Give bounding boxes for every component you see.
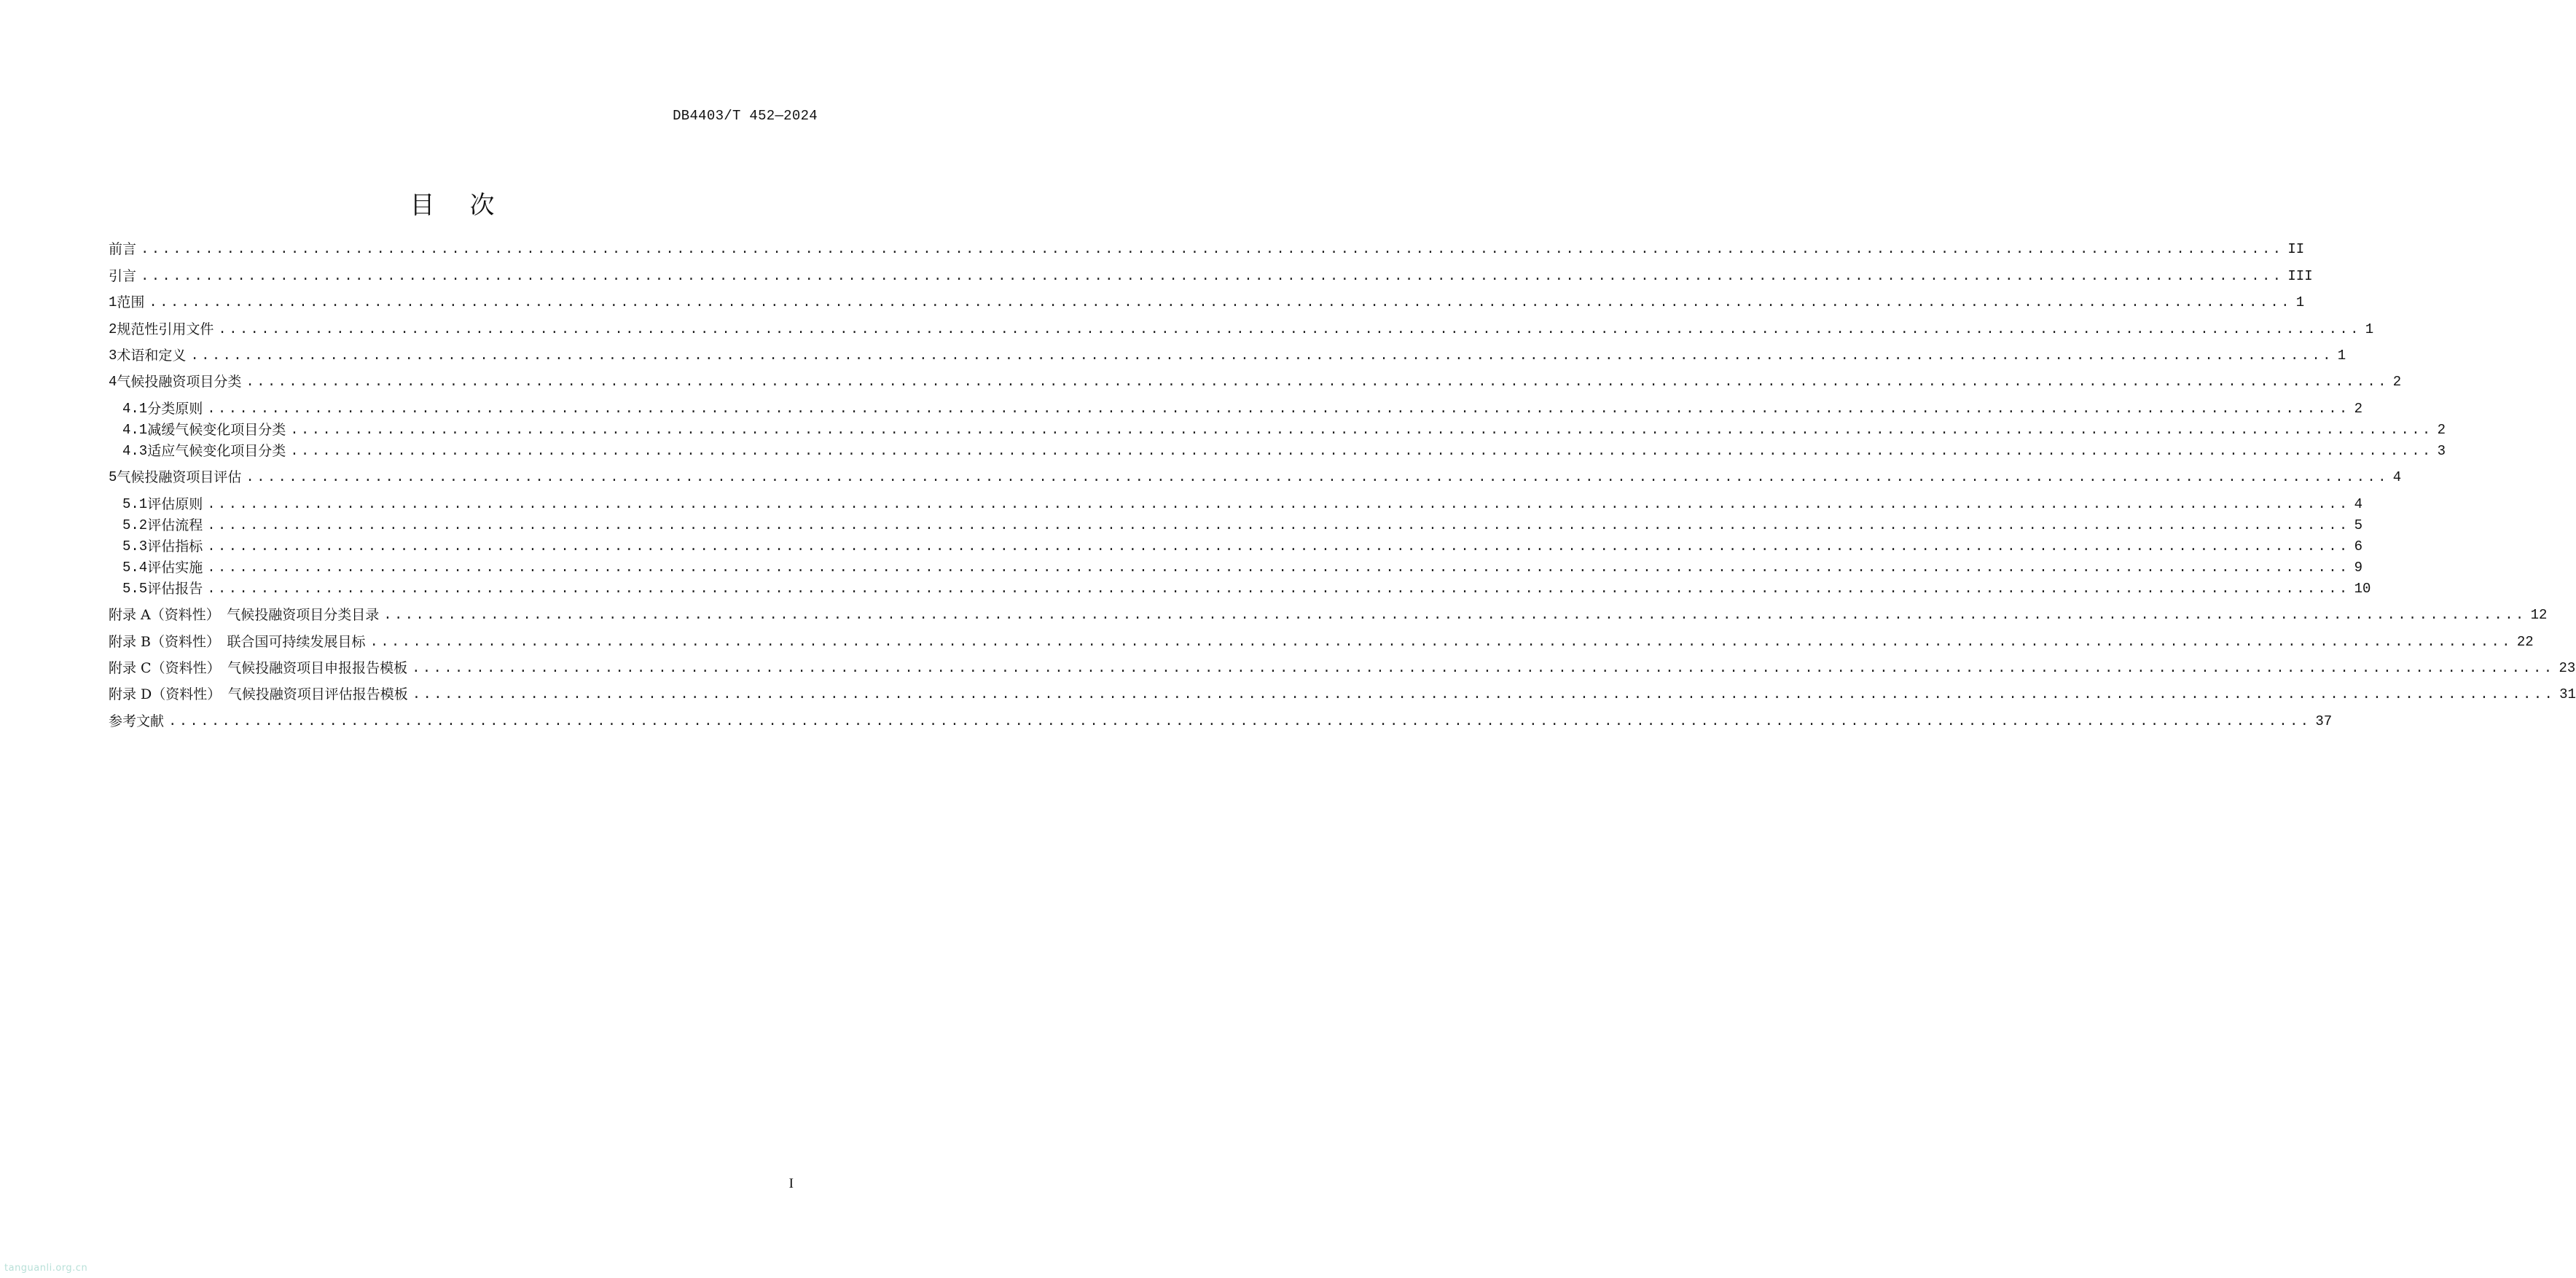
toc-entry[interactable]: [109, 712, 2333, 731]
toc-entry-number: 4.1: [122, 422, 148, 438]
toc-entry[interactable]: [109, 659, 2576, 678]
toc-entry[interactable]: [109, 372, 2402, 391]
toc-entry[interactable]: [109, 346, 2346, 365]
toc-entry-number: 5.2: [122, 517, 148, 533]
toc-entry-page: 1: [2295, 294, 2305, 310]
toc-dot-leader: ........................................................................................................................................................................................................: [290, 422, 2433, 438]
toc-entry-page: 5: [2354, 517, 2363, 533]
toc-entry-page: 10: [2354, 581, 2371, 597]
toc-entry-page: 1: [2337, 348, 2346, 364]
page-number: I: [788, 1176, 794, 1191]
toc-entry-page: 3: [2437, 443, 2446, 459]
toc-dot-leader: ........................................................................................................................................................................................................: [149, 294, 2292, 310]
toc-entry-label: 评估原则: [147, 496, 203, 512]
toc-entry[interactable]: [109, 685, 2576, 704]
toc-entry-page: 22: [2516, 634, 2534, 650]
toc-entry-label: 引言: [109, 268, 137, 284]
toc-entry[interactable]: [109, 605, 2548, 624]
toc-dot-leader: ........................................................................................................................................................................................................: [207, 517, 2350, 533]
toc-entry[interactable]: [109, 468, 2402, 487]
toc-entry-label: 附录 D（资料性） 气候投融资项目评估报告模板: [109, 686, 408, 702]
toc-entry-number: 5.5: [122, 581, 148, 597]
toc-dot-leader: ........................................................................................................................................................................................................: [207, 538, 2350, 554]
toc-entry-page: III: [2287, 268, 2313, 284]
toc-entry-page: 31: [2559, 686, 2576, 702]
toc-entry-number: 4.3: [122, 443, 148, 459]
toc-entry-page: 4: [2354, 496, 2363, 512]
toc-entry-label: 术语和定义: [117, 348, 187, 364]
toc-entry-label: 评估流程: [147, 517, 203, 533]
toc-dot-leader: ........................................................................................................................................................................................................: [207, 581, 2350, 597]
toc-entry-number: 5: [109, 469, 117, 485]
toc-entry-number: 3: [109, 348, 117, 364]
toc-entry[interactable]: [122, 537, 2363, 556]
toc-entry-number: 5.1: [122, 496, 148, 512]
toc-entry-label: 附录 A（资料性） 气候投融资项目分类目录: [109, 607, 380, 623]
toc-dot-leader: ........................................................................................................................................................................................................: [207, 560, 2350, 576]
toc-entry[interactable]: [109, 320, 2374, 339]
toc-dot-leader: ........................................................................................................................................................................................................: [246, 469, 2389, 485]
toc-entry-label: 评估实施: [147, 560, 203, 576]
toc-entry-page: 4: [2392, 469, 2402, 485]
toc-entry[interactable]: [109, 632, 2534, 651]
toc-entry[interactable]: [109, 267, 2313, 286]
toc-entry-page: 12: [2530, 607, 2548, 623]
toc-entry-label: 气候投融资项目评估: [117, 469, 242, 485]
toc-entry[interactable]: [109, 240, 2305, 259]
toc-entry-page: 2: [2392, 374, 2402, 390]
toc-entry-label: 参考文献: [109, 713, 165, 729]
toc-title: 目次: [410, 191, 530, 220]
toc-entry[interactable]: [122, 495, 2363, 514]
toc-dot-leader: ........................................................................................................................................................................................................: [369, 634, 2513, 650]
toc-entry-page: 2: [2437, 422, 2446, 438]
toc-entry[interactable]: [122, 558, 2363, 577]
toc-dot-leader: ........................................................................................................................................................................................................: [207, 401, 2350, 417]
toc-entry-number: 5.3: [122, 538, 148, 554]
toc-entry-page: 23: [2559, 660, 2576, 676]
toc-entry-number: 4: [109, 374, 117, 390]
toc-entry[interactable]: [122, 516, 2363, 535]
toc-entry[interactable]: [122, 442, 2446, 460]
toc-dot-leader: ........................................................................................................................................................................................................: [141, 241, 2284, 257]
toc-dot-leader: ........................................................................................................................................................................................................: [383, 607, 2526, 623]
toc-entry-label: 规范性引用文件: [117, 321, 214, 337]
watermark: tanguanli.org.cn: [4, 1263, 88, 1274]
toc-dot-leader: ........................................................................................................................................................................................................: [190, 348, 2333, 364]
document-code: DB4403/T 452—2024: [673, 108, 818, 124]
toc-entry[interactable]: [122, 579, 2371, 598]
toc-dot-leader: ........................................................................................................................................................................................................: [290, 443, 2433, 459]
toc-dot-leader: ........................................................................................................................................................................................................: [207, 496, 2350, 512]
toc-dot-leader: ........................................................................................................................................................................................................: [246, 374, 2389, 390]
toc-entry[interactable]: [109, 293, 2305, 312]
toc-entry-label: 适应气候变化项目分类: [147, 443, 286, 459]
toc-entry-number: 5.4: [122, 560, 148, 576]
toc-entry-label: 评估报告: [147, 581, 203, 597]
toc-entry[interactable]: [122, 399, 2363, 418]
toc-entry-label: 附录 B（资料性） 联合国可持续发展目标: [109, 634, 366, 650]
toc-entry-label: 气候投融资项目分类: [117, 374, 242, 390]
toc-entry-label: 评估指标: [147, 538, 203, 554]
toc-dot-leader: ........................................................................................................................................................................................................: [412, 686, 2556, 702]
toc-entry-page: 37: [2315, 713, 2333, 729]
toc-dot-leader: ........................................................................................................................................................................................................: [412, 660, 2555, 676]
toc-entry-page: II: [2287, 241, 2305, 257]
toc-entry-label: 减缓气候变化项目分类: [147, 422, 286, 438]
toc-entry-label: 附录 C（资料性） 气候投融资项目申报报告模板: [109, 660, 408, 676]
toc-entry-page: 2: [2354, 401, 2363, 417]
toc-entry-number: 4.1: [122, 401, 148, 417]
toc-dot-leader: ........................................................................................................................................................................................................: [141, 268, 2284, 284]
toc-dot-leader: ........................................................................................................................................................................................................: [218, 321, 2361, 337]
toc-entry-page: 6: [2354, 538, 2363, 554]
toc-entry-page: 1: [2365, 321, 2374, 337]
toc-entry-label: 范围: [117, 294, 145, 310]
toc-entry[interactable]: [122, 420, 2446, 439]
toc-entry-number: 1: [109, 294, 117, 310]
toc-entry-label: 分类原则: [147, 401, 203, 417]
toc-entry-label: 前言: [109, 241, 137, 257]
toc-entry-number: 2: [109, 321, 117, 337]
toc-entry-page: 9: [2354, 560, 2363, 576]
toc-dot-leader: ........................................................................................................................................................................................................: [168, 713, 2311, 729]
